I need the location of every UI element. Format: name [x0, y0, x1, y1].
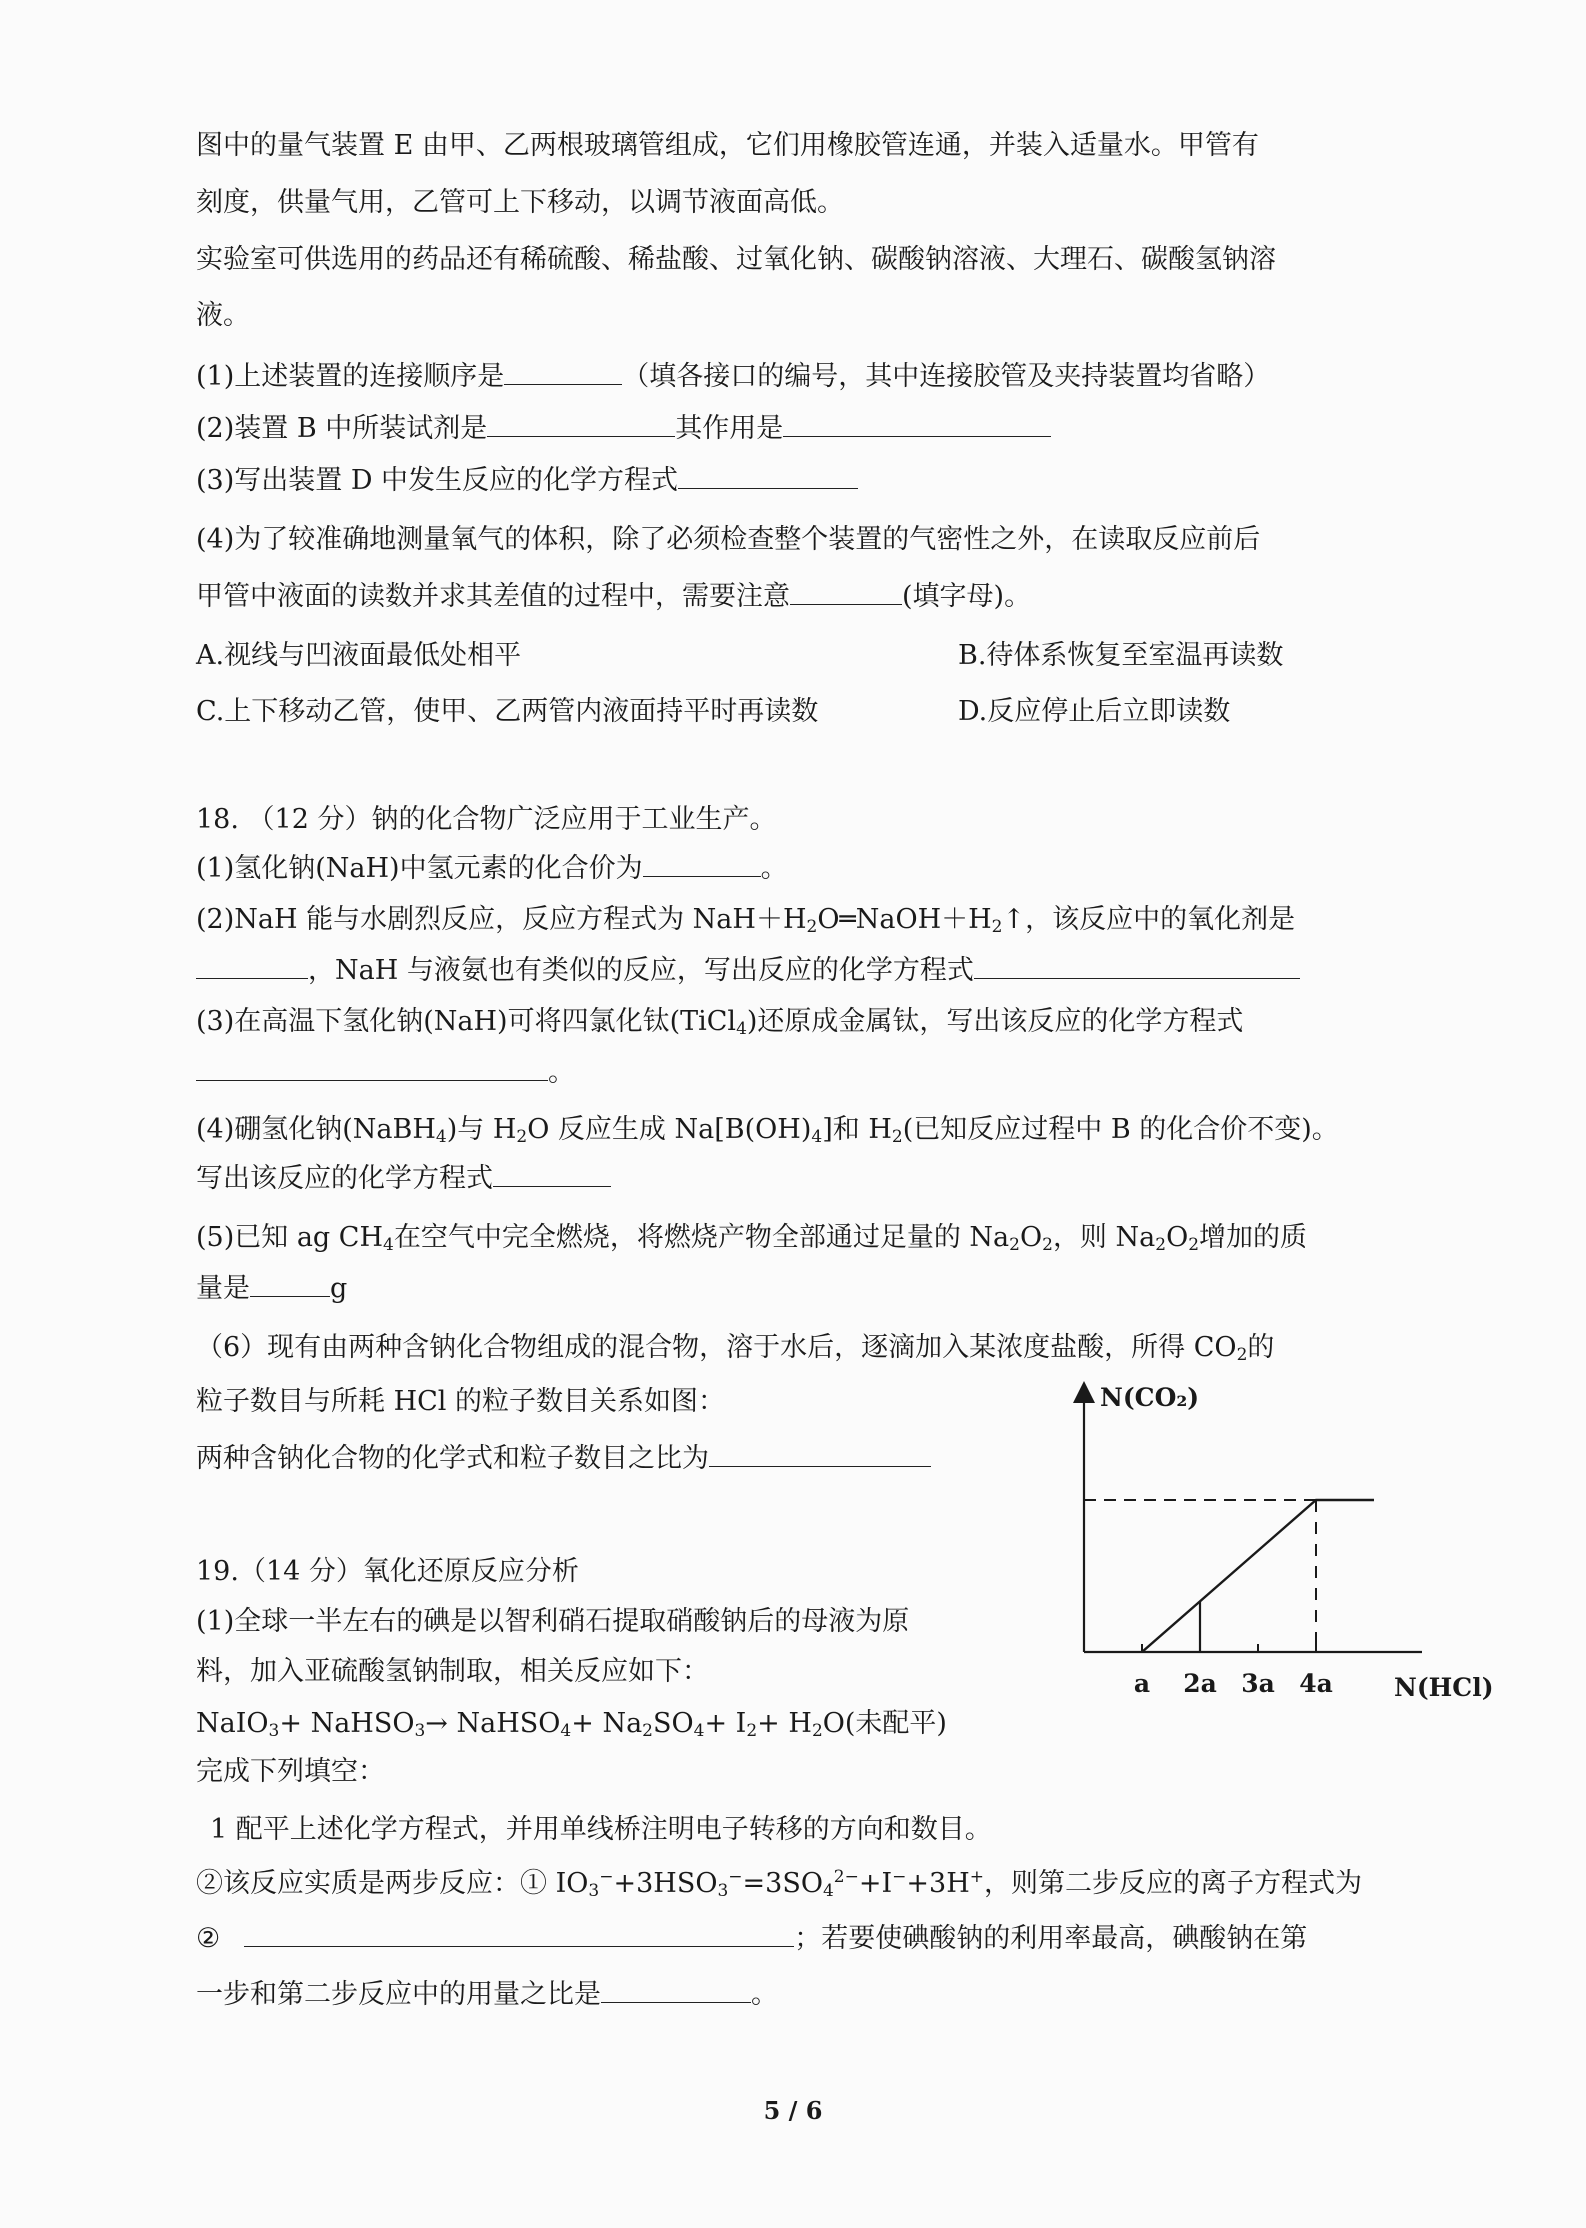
q19-equation — [196, 1706, 947, 1742]
subscript: 3 — [414, 1721, 426, 1741]
s2-part: =3SO — [742, 1868, 823, 1899]
q17-p3-text: (3)写出装置 D 中发生反应的化学方程式 — [196, 465, 679, 496]
s2-part: +I — [858, 1868, 893, 1899]
x-tick-label: a — [1133, 1669, 1151, 1698]
q18-p2-d: ，NaH 与液氨也有类似的反应，写出反应的化学方程式 — [308, 955, 974, 986]
q19-ratio-blank[interactable] — [601, 1976, 751, 2003]
s3-part: 一步和第二步反应中的用量之比是 — [196, 1979, 601, 2010]
intro-line-3: 实验室可供选用的药品还有稀硫酸、稀盐酸、过氧化钠、碳酸钠溶液、大理石、碳酸氢钠溶 — [196, 244, 1276, 275]
q17-option-d: D.反应停止后立即读数 — [958, 696, 1231, 727]
superscript: 2− — [833, 1867, 859, 1887]
q18-p5-d: ，则 Na — [1052, 1222, 1156, 1253]
s2-part: ，则第二步反应的离子方程式为 — [984, 1868, 1363, 1899]
q19-ionic-equation-blank[interactable] — [244, 1920, 794, 1947]
q18-p6-blank[interactable] — [709, 1440, 931, 1467]
s3-part: 。 — [751, 1979, 778, 2010]
q17-p1-note: （填各接口的编号，其中连接胶管及夹持装置均省略） — [622, 361, 1271, 392]
q19-sub3-line1 — [196, 1920, 1307, 1957]
y-axis-label: N(CO₂) — [1100, 1383, 1200, 1412]
series-line — [1142, 1500, 1374, 1652]
q18-p5-a: (5)已知 ag CH — [196, 1222, 383, 1253]
q17-part4-line2 — [196, 578, 1031, 615]
superscript: + — [969, 1867, 985, 1887]
eq-part: + NaHSO — [279, 1708, 415, 1739]
subscript: 4 — [811, 1127, 823, 1147]
q18-part2-line1 — [196, 902, 1295, 938]
q18-p2-oxidant-blank[interactable] — [196, 952, 308, 979]
q17-option-b: B.待体系恢复至室温再读数 — [958, 640, 1284, 671]
q18-p3-a: (3)在高温下氢化钠(NaH)可将四氯化钛(TiCl — [196, 1006, 737, 1037]
q18-part2-line2 — [196, 952, 1300, 989]
subscript: 3 — [717, 1881, 729, 1901]
q18-part5-line1 — [196, 1220, 1307, 1256]
q17-part4-line1: (4)为了较准确地测量氧气的体积，除了必须检查整个装置的气密性之外，在读取反应前后 — [196, 524, 1261, 555]
q17-p3-blank[interactable] — [678, 462, 858, 489]
q17-part2 — [196, 410, 1051, 447]
q18-p6-b: 的 — [1247, 1332, 1275, 1363]
q17-p1-text: (1)上述装置的连接顺序是 — [196, 361, 505, 392]
subscript: 4 — [822, 1881, 834, 1901]
q18-p5-unit: g — [330, 1273, 348, 1304]
intro-line-2: 刻度，供量气用，乙管可上下移动，以调节液面高低。 — [196, 187, 844, 218]
q19-sub3-line2 — [196, 1976, 778, 2013]
eq-part: + Na — [571, 1708, 643, 1739]
q18-p3-blank[interactable] — [196, 1054, 548, 1081]
q19-part1-line2: 料，加入亚硫酸氢钠制取，相关反应如下： — [196, 1656, 709, 1687]
eq-part: → NaHSO — [425, 1708, 561, 1739]
q18-p1-blank[interactable] — [643, 850, 761, 877]
eq-part: + I — [704, 1708, 747, 1739]
q17-part1 — [196, 358, 1270, 395]
q18-p2-equation-blank[interactable] — [974, 952, 1300, 979]
superscript: − — [599, 1867, 614, 1887]
x-tick-label: 3a — [1241, 1669, 1275, 1698]
q17-p4-text: 甲管中液面的读数并求其差值的过程中，需要注意 — [196, 581, 790, 612]
subscript: 2 — [642, 1721, 653, 1741]
q18-p4-b: )与 H — [446, 1114, 517, 1145]
q18-part5-line2 — [196, 1270, 347, 1307]
q17-part3 — [196, 462, 858, 499]
q18-p4-d: ]和 H — [822, 1114, 892, 1145]
q18-p2-b: O═NaOH＋H — [817, 904, 992, 935]
subscript: 3 — [588, 1881, 600, 1901]
q18-p5-c: O — [1019, 1222, 1043, 1253]
q18-part6-line2: 粒子数目与所耗 HCl 的粒子数目关系如图： — [196, 1386, 726, 1417]
q19-part1-line1: (1)全球一半左右的碘是以智利硝石提取硝酸钠后的母液为原 — [196, 1606, 910, 1637]
q18-p6-a: （6）现有由两种含钠化合物组成的混合物，溶于水后，逐滴加入某浓度盐酸，所得 CO — [196, 1332, 1237, 1363]
superscript: − — [728, 1867, 743, 1887]
s3-part: ；若要使碘酸钠的利用率最高，碘酸钠在第 — [794, 1923, 1308, 1954]
x-axis-label: N(HCl) — [1394, 1673, 1494, 1702]
subscript: 2 — [806, 917, 818, 937]
x-tick-label: 2a — [1183, 1669, 1217, 1698]
q18-part6-line1 — [196, 1330, 1274, 1366]
x-tick-label: 4a — [1299, 1669, 1333, 1698]
subscript: 2 — [746, 1721, 758, 1741]
eq-part: SO — [653, 1708, 694, 1739]
q18-p4-blank[interactable] — [493, 1160, 611, 1187]
q18-p2-c: ↑，该反应中的氧化剂是 — [1002, 904, 1296, 935]
q18-p5-g: 量是 — [196, 1273, 250, 1304]
subscript: 4 — [736, 1019, 747, 1039]
q18-p4-e: (已知反应过程中 B 的化合价不变)。 — [902, 1114, 1339, 1145]
s2-part: +3H — [906, 1868, 970, 1899]
subscript: 4 — [383, 1235, 394, 1255]
subscript: 4 — [560, 1721, 572, 1741]
eq-part: + H — [757, 1708, 812, 1739]
q17-p2-reagent-blank[interactable] — [487, 410, 675, 437]
subscript: 2 — [891, 1127, 903, 1147]
q18-p5-b: 在空气中完全燃烧，将燃烧产物全部通过足量的 Na — [393, 1222, 1010, 1253]
q17-p2-role-label: 其作用是 — [675, 413, 784, 444]
q18-p2-a: (2)NaH 能与水剧烈反应，反应方程式为 NaH＋H — [196, 904, 807, 935]
q18-part3-line1 — [196, 1004, 1243, 1040]
s3-part: ② — [196, 1923, 221, 1954]
q18-part4-line1 — [196, 1112, 1339, 1148]
q18-p4-c: O 反应生成 Na[B(OH) — [527, 1114, 812, 1145]
q18-p4-f: 写出该反应的化学方程式 — [196, 1163, 493, 1194]
q19-header: 19.（14 分）氧化还原反应分析 — [196, 1556, 579, 1587]
s2-part: +3HSO — [613, 1868, 718, 1899]
q18-part3-line2 — [196, 1054, 575, 1091]
q18-part1 — [196, 850, 788, 887]
q17-p4-hint: (填字母)。 — [902, 581, 1032, 612]
q17-option-c: C.上下移动乙管，使甲、乙两管内液面持平时再读数 — [196, 696, 819, 727]
subscript: 2 — [991, 917, 1003, 937]
q18-p5-f: 增加的质 — [1199, 1222, 1308, 1253]
q17-p2-text: (2)装置 B 中所装试剂是 — [196, 413, 488, 444]
intro-line-1: 图中的量气装置 E 由甲、乙两根玻璃管组成，它们用橡胶管连通，并装入适量水。甲管有 — [196, 130, 1259, 161]
co2-hcl-chart — [1040, 1370, 1520, 1720]
q18-part4-line2 — [196, 1160, 611, 1197]
q19-sub1: 1 配平上述化学方程式，并用单线桥注明电子转移的方向和数目。 — [210, 1814, 992, 1845]
page-number: 5 / 6 — [763, 2096, 823, 2125]
subscript: 4 — [693, 1721, 705, 1741]
subscript: 4 — [435, 1127, 447, 1147]
q18-p1-end: 。 — [760, 853, 788, 884]
subscript: 3 — [268, 1721, 280, 1741]
s2-part: ②该反应实质是两步反应：① IO — [196, 1868, 589, 1899]
subscript: 2 — [1155, 1235, 1167, 1255]
q17-p2-role-blank[interactable] — [783, 410, 1051, 437]
eq-part: NaIO — [196, 1708, 269, 1739]
eq-part: O(未配平) — [822, 1708, 947, 1739]
q17-p4-blank[interactable] — [790, 578, 902, 605]
subscript: 2 — [1042, 1235, 1053, 1255]
q17-p1-answer-blank[interactable] — [504, 358, 622, 385]
q18-p3-b: )还原成金属钛，写出该反应的化学方程式 — [746, 1006, 1244, 1037]
q18-p3-end: 。 — [548, 1057, 575, 1088]
q18-part6-line3 — [196, 1440, 931, 1477]
q17-option-a: A.视线与凹液面最低处相平 — [196, 640, 522, 671]
subscript: 2 — [1009, 1235, 1020, 1255]
q19-sub2 — [196, 1866, 1362, 1902]
subscript: 2 — [516, 1127, 528, 1147]
q18-p4-a: (4)硼氢化钠(NaBH — [196, 1114, 436, 1145]
q18-p5-blank[interactable] — [250, 1270, 330, 1297]
subscript: 2 — [1236, 1345, 1248, 1365]
q18-p6-d: 两种含钠化合物的化学式和粒子数目之比为 — [196, 1443, 709, 1474]
superscript: − — [892, 1867, 907, 1887]
q18-p1-text: (1)氢化钠(NaH)中氢元素的化合价为 — [196, 853, 643, 884]
subscript: 2 — [1188, 1235, 1200, 1255]
q19-part1-line3: 完成下列填空： — [196, 1756, 385, 1787]
q18-header: 18. （12 分）钠的化合物广泛应用于工业生产。 — [196, 804, 777, 835]
subscript: 2 — [811, 1721, 823, 1741]
intro-line-4: 液。 — [196, 300, 250, 331]
q18-p5-e: O — [1166, 1222, 1189, 1253]
